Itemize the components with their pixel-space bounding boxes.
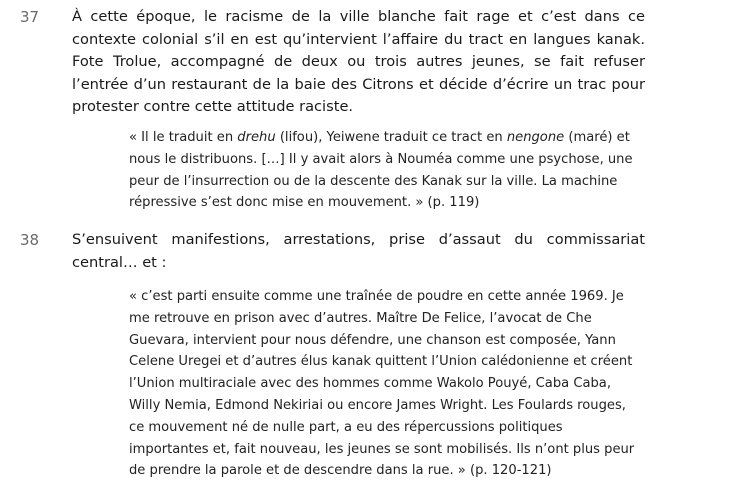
quote-line: ce mouvement né de nulle part, a eu des répercussions politiques — [129, 419, 563, 435]
quote-line: me retrouve en prison avec d’autres. Maître De Felice, l’avocat de Che — [129, 310, 592, 326]
text-line: central… et : — [72, 253, 167, 271]
quote-line: de prendre la parole et de descendre dans la rue. » (p. 120-121) — [129, 463, 552, 479]
quote-line: Celene Uregei et d’autres élus kanak quittent l’Union calédonienne et créent — [129, 354, 633, 370]
language-name: nengone — [506, 130, 565, 145]
text-line: l’entrée d’un restaurant de la baie des Citrons et décide d’écrire un trac pour — [72, 75, 645, 93]
paragraph-text — [72, 6, 645, 119]
quote-line: nous le distribuons. […] Il y avait alors à Nouméa comme une psychose, une — [129, 151, 633, 167]
quote-line: importantes et, fait nouveau, les jeunes se sont mobilisés. Ils n’ont plus peur — [129, 441, 635, 457]
quote-line: « c’est parti ensuite comme une traînée de poudre en cette année 1969. Je — [129, 289, 624, 304]
text-line: contexte colonial s’il en est qu’intervient l’affaire du tract en langues kanak. — [72, 30, 645, 48]
block-quote — [129, 127, 645, 214]
language-name: drehu — [237, 130, 276, 145]
text-line: À cette époque, le racisme de la ville blanche fait rage et c’est dans ce — [72, 8, 645, 25]
text-line: S’ensuivent manifestions, arrestations, prise d’assaut du commissariat — [72, 231, 645, 248]
text-line: protester contre cette attitude raciste. — [72, 98, 354, 116]
text-line: Fote Trolue, accompagné de deux ou trois autres jeunes, se fait refuser — [72, 53, 645, 71]
paragraph-number: 37 — [20, 8, 40, 26]
paragraph-number: 38 — [20, 231, 40, 249]
quote-line: répressive s’est donc mise en mouvement. » (p. 119) — [129, 195, 480, 211]
quote-line: peur de l’insurrection ou de la descente des Kanak sur la ville. La machine — [129, 173, 618, 189]
quote-line: l’Union multiraciale avec des hommes comme Wakolo Pouyé, Caba Caba, — [129, 376, 611, 392]
block-quote — [129, 286, 645, 482]
paragraph-text — [72, 229, 645, 274]
quote-line: Guevara, intervient pour nous défendre, une chanson est composée, Yann — [129, 332, 616, 348]
quote-line: « Il le traduit en drehu (lifou), Yeiwene traduit ce tract en nengone (maré) et — [129, 130, 630, 145]
quote-line: Willy Nemia, Edmond Nekiriai ou encore James Wright. Les Foulards rouges, — [129, 397, 626, 413]
